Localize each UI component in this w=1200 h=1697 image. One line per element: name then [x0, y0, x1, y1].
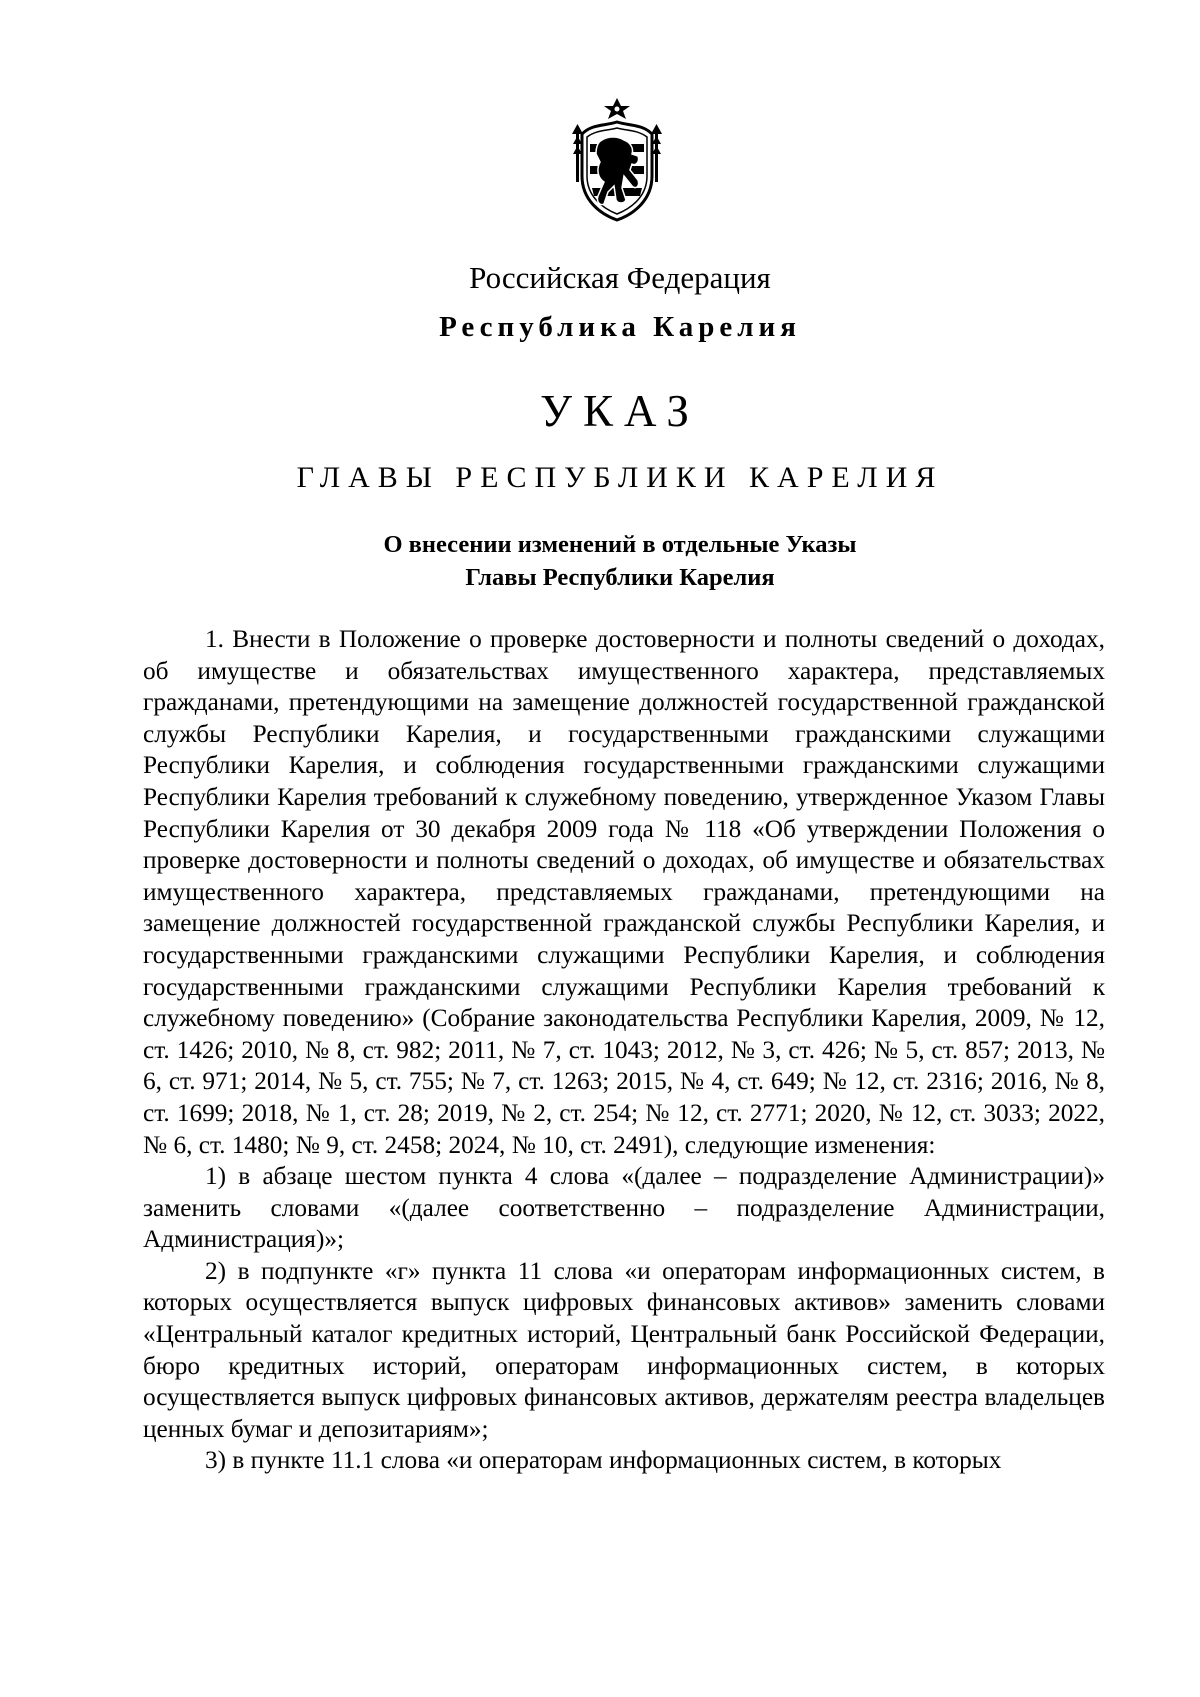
country-name: Российская Федерация	[469, 260, 771, 295]
document-title	[0, 528, 1200, 594]
paragraph-1: 1. Внести в Положение о проверке достоверности и полноты сведений о доходах, об имуществе и обязательствах имущественного характера, представляемых гражданами, претендующими на замещение должностей государственной гражданской службы Республики Карелия, и государственными гражданскими служащими Республики Карелия, и соблюдения государственными гражданскими служащими Республики Карелия требований к служебному поведению, утвержденное Указом Главы Республики Карелия от 30 декабря 2009 года № 118 «Об утверждении Положения о проверке достоверности и полноты сведений о доходах, об имуществе и обязательствах имущественного характера, представляемых гражданами, претендующими на замещение должностей государственной гражданской службы Республики Карелия, и государственными гражданскими служащими Республики Карелия, и соблюдения государственными гражданскими служащими Республики Карелия требований к служебному поведению» (Собрание законодательства Республики Карелия, 2009, № 12, ст. 1426; 2010, № 8, ст. 982; 2011, № 7, ст. 1043; 2012, № 3, ст. 426; № 5, ст. 857; 2013, № 6, ст. 971; 2014, № 5, ст. 755; № 7, ст. 1263; 2015, № 4, ст. 649; № 12, ст. 2316; 2016, № 8, ст. 1699; 2018, № 1, ст. 28; 2019, № 2, ст. 254; № 12, ст. 2771; 2020, № 12, ст. 3033; 2022, № 6, ст. 1480; № 9, ст. 2458; 2024, № 10, ст. 2491), следующие изменения:	[143, 625, 1105, 1159]
paragraph-item-1: 1) в абзаце шестом пункта 4 слова «(далее – подразделение Администрации)» заменить словами «(далее соответственно – подразделение Администрации, Администрация)»;	[143, 1162, 1105, 1254]
star-icon	[604, 98, 630, 119]
coat-of-arms-emblem	[568, 96, 666, 224]
title-line-2: Главы Республики Карелия	[465, 564, 775, 591]
document-body	[143, 624, 1105, 1477]
issuer-title: ГЛАВЫ РЕСПУБЛИКИ КАРЕЛИЯ	[296, 461, 944, 494]
paragraph-item-3: 3) в пункте 11.1 слова «и операторам информационных систем, в которых	[205, 1446, 1002, 1475]
paragraph-item-2: 2) в подпункте «г» пункта 11 слова «и операторам информационных систем, в которых осуществляется выпуск цифровых финансовых активов» заменить словами «Центральный каталог кредитных историй, Центральный банк Российской Федерации, бюро кредитных историй, операторам информационных систем, в которых осуществляется выпуск цифровых финансовых активов, держателям реестра владельцев ценных бумаг и депозитариям»;	[143, 1256, 1105, 1443]
document-type: УКАЗ	[540, 386, 700, 436]
republic-name: Республика Карелия	[439, 311, 801, 343]
title-line-1: О внесении изменений в отдельные Указы	[383, 531, 857, 558]
